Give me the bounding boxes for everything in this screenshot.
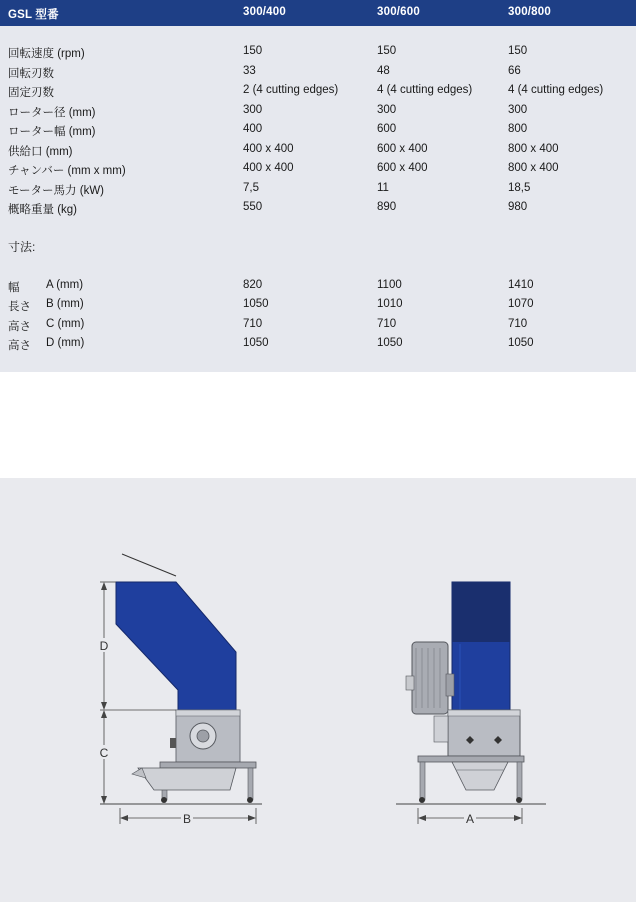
spec-value: 48 xyxy=(377,65,390,77)
spec-value: 980 xyxy=(508,201,528,213)
dim-label-c: C xyxy=(99,746,109,760)
feed-flap xyxy=(122,554,176,576)
dim-symbol: A (mm) xyxy=(46,279,84,291)
cutting-chamber-front xyxy=(448,710,520,756)
caster-wheel xyxy=(419,797,425,803)
spec-label: ローター幅 (mm) xyxy=(8,126,96,138)
spec-value: 890 xyxy=(377,201,397,213)
base-frame-front xyxy=(418,756,524,762)
spec-value: 600 x 400 xyxy=(377,143,428,155)
spec-row-fixed-knives xyxy=(0,84,636,102)
dim-label-b: B xyxy=(182,812,192,826)
spec-value: 4 (4 cutting edges) xyxy=(508,84,604,96)
spec-label: 概略重量 (kg) xyxy=(8,204,77,216)
arrow-head xyxy=(120,815,128,821)
spec-value: 800 xyxy=(508,123,528,135)
spec-value: 400 x 400 xyxy=(243,143,294,155)
spec-value: 18,5 xyxy=(508,182,531,194)
spec-value: 33 xyxy=(243,65,256,77)
side-view-drawing xyxy=(98,554,262,826)
spec-value: 800 x 400 xyxy=(508,143,559,155)
dim-label-d: D xyxy=(99,639,109,653)
spec-label: 供給口 (mm) xyxy=(8,146,73,158)
dim-row-d xyxy=(0,337,636,355)
dim-value: 1010 xyxy=(377,298,403,310)
frame-leg-front xyxy=(420,762,425,800)
spec-label: 回転刃数 xyxy=(8,68,54,80)
model-header-label: GSL 型番 xyxy=(8,9,59,21)
spec-label: 固定刃数 xyxy=(8,87,54,99)
discharge-funnel xyxy=(452,762,508,790)
machine-drawing-panel xyxy=(0,478,636,902)
dim-row-a xyxy=(0,279,636,297)
spec-value: 150 xyxy=(243,45,263,57)
spec-label: 回転速度 (rpm) xyxy=(8,48,85,60)
spec-value: 600 xyxy=(377,123,397,135)
dim-value: 820 xyxy=(243,279,263,291)
drive-guard xyxy=(434,716,448,742)
model-header-3: 300/800 xyxy=(508,6,551,18)
dim-value: 1050 xyxy=(377,337,403,349)
spec-row-rotor-diameter xyxy=(0,104,636,122)
spec-value: 150 xyxy=(377,45,397,57)
spec-value: 4 (4 cutting edges) xyxy=(377,84,473,96)
motor-flange xyxy=(446,674,454,696)
spec-row-rotor-speed xyxy=(0,45,636,63)
motor xyxy=(412,642,448,714)
arrow-head xyxy=(514,815,522,821)
hopper-top-shade xyxy=(452,582,510,642)
dim-row-b xyxy=(0,298,636,316)
spec-row-rotating-knives xyxy=(0,65,636,83)
machine-drawings xyxy=(0,478,636,902)
spec-row-chamber xyxy=(0,162,636,180)
spec-row-weight xyxy=(0,201,636,219)
dim-value: 1100 xyxy=(377,279,402,291)
frame-leg xyxy=(248,768,253,800)
dim-value: 1050 xyxy=(508,337,534,349)
spec-label: ローター径 (mm) xyxy=(8,107,96,119)
dim-symbol: B (mm) xyxy=(46,298,84,310)
arrow-head xyxy=(248,815,256,821)
spec-value: 600 x 400 xyxy=(377,162,428,174)
rotor-shaft xyxy=(197,730,209,742)
spec-value: 2 (4 cutting edges) xyxy=(243,84,339,96)
model-header-2: 300/600 xyxy=(377,6,420,18)
spec-value: 11 xyxy=(377,182,389,194)
spec-table-header xyxy=(0,0,636,26)
dim-label-a: A xyxy=(465,812,475,826)
side-lever xyxy=(170,738,176,748)
dim-value: 710 xyxy=(243,318,263,330)
spec-value: 300 xyxy=(243,104,263,116)
arrow-head xyxy=(101,702,107,710)
chamber-flange xyxy=(176,710,240,716)
spec-value: 800 x 400 xyxy=(508,162,559,174)
arrow-head xyxy=(101,582,107,590)
spec-row-rotor-width xyxy=(0,123,636,141)
spec-row-feed-opening xyxy=(0,143,636,161)
dim-value: 1050 xyxy=(243,298,269,310)
arrow-head xyxy=(418,815,426,821)
caster-wheel xyxy=(161,797,167,803)
dim-label: 高さ xyxy=(8,321,31,333)
spec-value: 66 xyxy=(508,65,521,77)
caster-wheel xyxy=(516,797,522,803)
dim-label: 長さ xyxy=(8,301,31,313)
spec-label: チャンバー (mm x mm) xyxy=(8,165,126,177)
spec-value: 300 xyxy=(508,104,528,116)
dim-symbol: D (mm) xyxy=(46,337,85,349)
dim-value: 710 xyxy=(377,318,397,330)
dim-label: 高さ xyxy=(8,340,31,352)
dim-value: 1070 xyxy=(508,298,534,310)
hopper-side xyxy=(116,582,236,710)
spec-value: 300 xyxy=(377,104,397,116)
spec-table xyxy=(0,26,636,372)
arrow-head xyxy=(101,796,107,804)
spec-label: モーター馬力 (kW) xyxy=(8,185,104,197)
terminal-box xyxy=(406,676,414,690)
dim-row-c xyxy=(0,318,636,336)
spec-value: 550 xyxy=(243,201,263,213)
dim-value: 1050 xyxy=(243,337,269,349)
model-header-1: 300/400 xyxy=(243,6,286,18)
spec-value: 400 xyxy=(243,123,263,135)
discharge-bin xyxy=(138,768,236,790)
dimensions-title: 寸法: xyxy=(8,240,36,254)
dim-value: 1410 xyxy=(508,279,534,291)
spec-value: 7,5 xyxy=(243,182,259,194)
caster-wheel xyxy=(247,797,253,803)
spec-row-motor-power xyxy=(0,182,636,200)
dim-label: 幅 xyxy=(8,282,20,294)
spec-value: 150 xyxy=(508,45,528,57)
base-frame-top xyxy=(160,762,256,768)
dim-value: 710 xyxy=(508,318,528,330)
frame-leg-front xyxy=(517,762,522,800)
front-view-drawing xyxy=(396,582,546,826)
dim-symbol: C (mm) xyxy=(46,318,85,330)
chamber-flange-front xyxy=(448,710,520,716)
arrow-head xyxy=(101,710,107,718)
spec-value: 400 x 400 xyxy=(243,162,294,174)
